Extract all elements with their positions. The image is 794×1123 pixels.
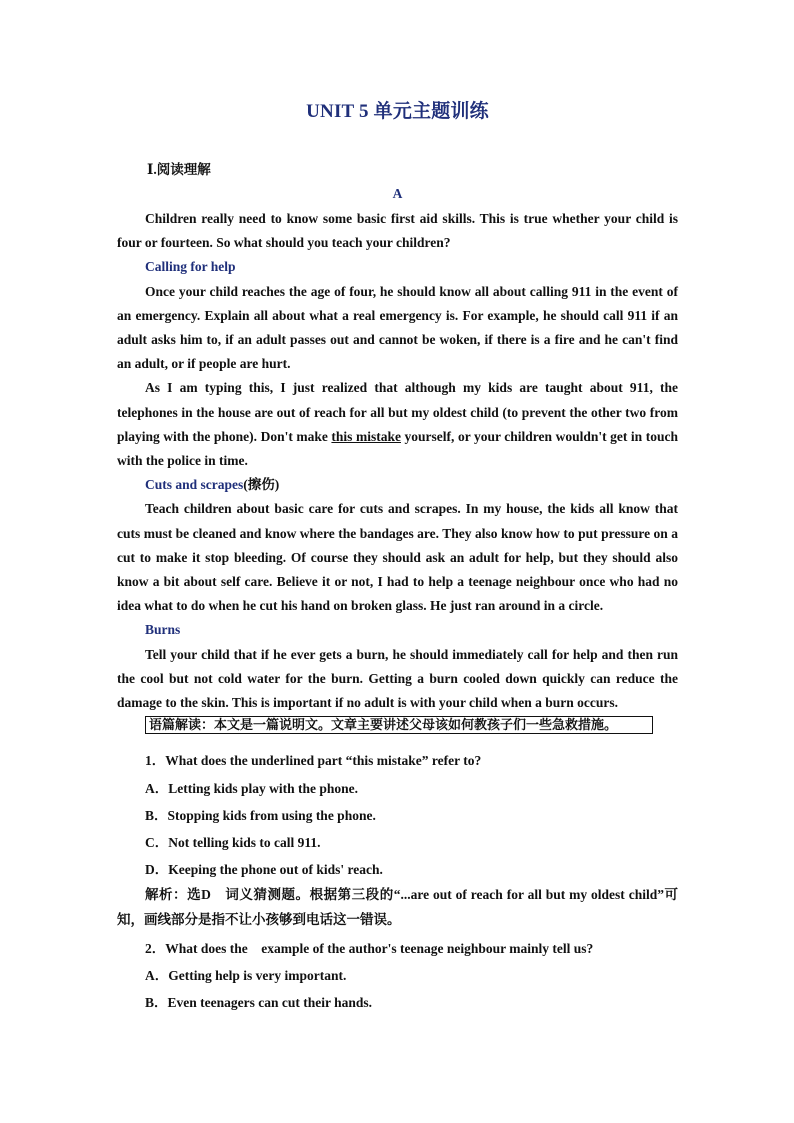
- question-analysis: 解析：选D 词义猜测题。根据第三段的“...are out of reach for all but my oldest child”可知，画线部分是指不让小孩够到电话这一错误。: [117, 887, 678, 927]
- page-title: UNIT 5 单元主题训练: [306, 101, 489, 122]
- question-stem: 2．What does the example of the author's teenage neighbour mainly tell us?: [145, 940, 594, 956]
- option-b: B．Stopping kids from using the phone.: [145, 807, 376, 823]
- paragraph-typing: [117, 376, 678, 473]
- paragraph-burns: Tell your child that if he ever gets a burn, he should immediately call for help and then run the cool but not cold water for the burn. Getting a burn cooled down quickly can reduce the damage to the skin. This is important if no adult is with your child when a burn occurs.: [117, 646, 678, 711]
- option-a: A．Letting kids play with the phone.: [145, 780, 359, 796]
- paragraph-typing-end: yourself, or your children wouldn't get in touch with the police in time.: [117, 428, 678, 469]
- summary-box: 语篇解读：本文是一篇说明文。文章主要讲述父母该如何教孩子们一些急救措施。: [145, 716, 653, 734]
- underlined-phrase: this mistake: [331, 428, 401, 444]
- option-d: D．Keeping the phone out of kids' reach.: [145, 862, 383, 878]
- subheading-burns: Burns: [145, 622, 181, 638]
- option-b: B．Even teenagers can cut their hands.: [145, 995, 373, 1011]
- option-a: A．Getting help is very important.: [145, 968, 347, 984]
- paragraph-cuts: Teach children about basic care for cuts and scrapes. In my house, the kids all know that cuts must be cleaned and know where the bandages are. They also know how to put pressure on a cut to make it stop bleeding. Of course they should ask an adult for help, but they should also know a bit about self care. Believe it or not, I had to help a teenage neighbour once who had no idea what to do when he cut his hand on broken glass. He just ran around in a circle.: [117, 501, 678, 614]
- passage-body: [117, 207, 678, 1017]
- subheading-cuts-text: Cuts and scrapes: [145, 477, 244, 493]
- subheading-calling-for-help: Calling for help: [145, 259, 236, 275]
- passage-label: A: [392, 186, 403, 201]
- option-c: C．Not telling kids to call 911.: [145, 835, 321, 851]
- question-1: [117, 747, 678, 931]
- subheading-cuts-gloss: (擦伤): [243, 477, 280, 493]
- subheading-cuts-and-scrapes: [117, 473, 678, 497]
- question-2: [117, 935, 678, 1017]
- question-stem: 1．What does the underlined part “this mistake” refer to?: [145, 753, 482, 769]
- paragraph-calling: Once your child reaches the age of four, he should know all about calling 911 in the event of an emergency. Explain all about what a real emergency is. For example, he should call 911 if an adult asks him to, if an adult passes out and cannot be woken, if there is a fire and he can't find an adult, or if people are hurt.: [117, 283, 678, 372]
- section-heading: Ⅰ.阅读理解: [147, 162, 211, 177]
- paragraph-intro: Children really need to know some basic first aid skills. This is true whether your child is four or fourteen. So what should you teach your children?: [117, 211, 678, 251]
- paragraph-typing-start: As I am typing this, I just realized that although my kids are taught about 911, the telephones in the house are out of reach for all but my oldest child (to prevent the other two from playing with the phone). Don't make: [117, 380, 678, 444]
